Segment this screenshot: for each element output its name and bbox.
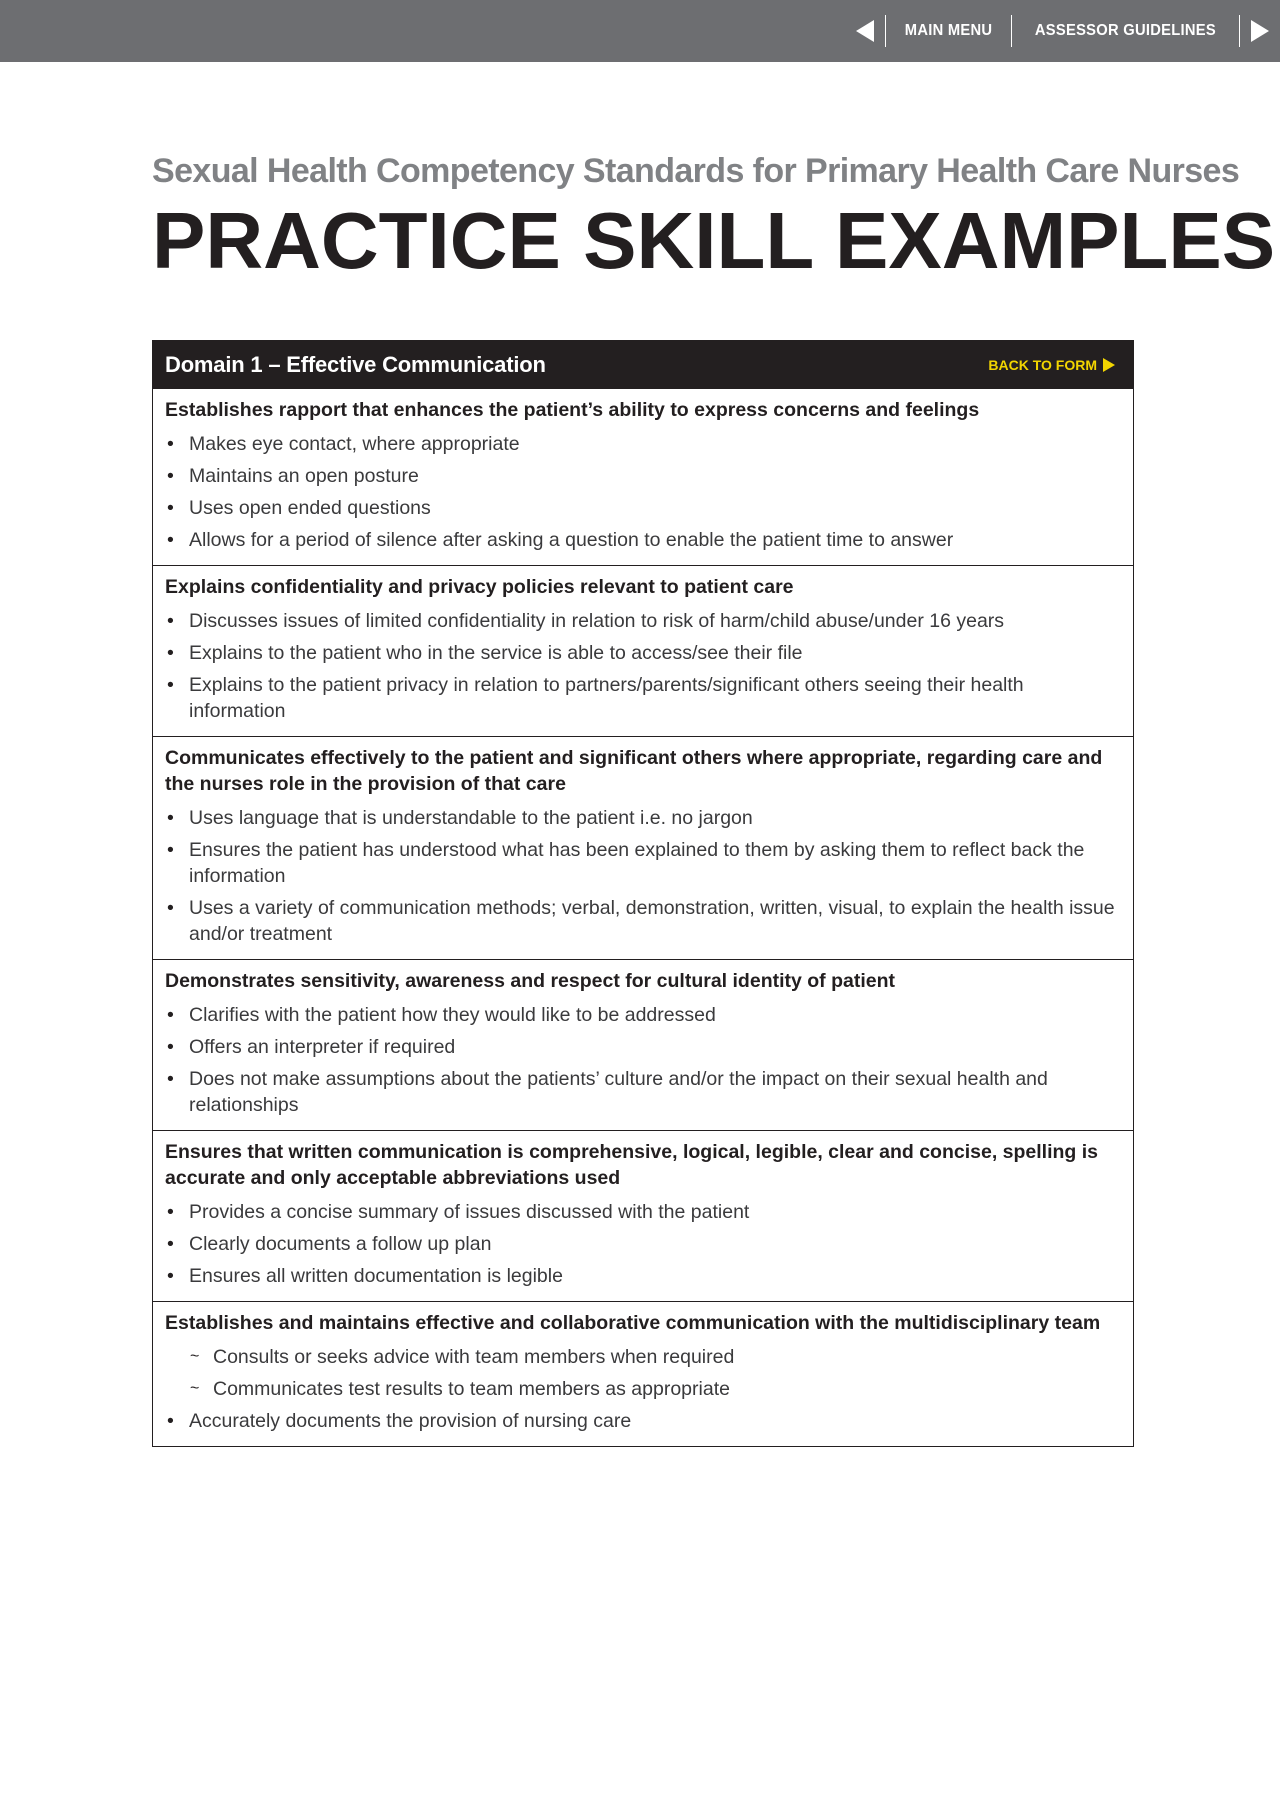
skill-text: Explains to the patient privacy in relation to partners/parents/significant others seeing their health information <box>189 674 1024 722</box>
domain-sections <box>153 389 1133 1446</box>
skill-text: Accurately documents the provision of nursing care <box>189 1410 632 1432</box>
skill-list <box>165 608 1119 724</box>
skill-list-item <box>165 1002 1119 1028</box>
competency-heading: Demonstrates sensitivity, awareness and respect for cultural identity of patient <box>165 970 896 992</box>
page-title: PRACTICE SKILL EXAMPLES <box>152 196 1276 285</box>
bullet-marker: • <box>167 497 174 519</box>
competency-heading: Explains confidentiality and privacy policies relevant to patient care <box>165 576 794 598</box>
skill-list-item <box>165 1066 1119 1118</box>
bullet-marker: • <box>167 529 174 551</box>
bullet-marker: • <box>167 1068 174 1090</box>
bullet-marker: • <box>167 839 174 861</box>
skill-list-item <box>165 1408 1119 1434</box>
bullet-marker: • <box>167 1201 174 1223</box>
bullet-marker: • <box>167 433 174 455</box>
skill-list-item <box>165 431 1119 457</box>
triangle-left-icon <box>856 20 874 42</box>
skill-list-item <box>165 1344 1119 1370</box>
triangle-right-icon <box>1103 358 1115 372</box>
skill-text: Allows for a period of silence after asking a question to enable the patient time to answer <box>189 529 954 551</box>
nav-divider <box>1011 15 1012 47</box>
bullet-marker: • <box>167 1004 174 1026</box>
previous-page-button[interactable] <box>845 0 885 62</box>
bullet-marker: • <box>167 1410 174 1432</box>
bullet-marker: • <box>167 807 174 829</box>
competency-heading: Establishes and maintains effective and collaborative communication with the multidisciplinary team <box>165 1312 1101 1334</box>
competency-section <box>153 389 1133 565</box>
competency-section <box>153 1130 1133 1301</box>
main-menu-link[interactable]: MAIN MENU <box>904 22 993 39</box>
skill-list-item <box>165 495 1119 521</box>
domain-table <box>152 340 1134 1447</box>
top-nav-bar <box>0 0 1280 62</box>
skill-list <box>165 1344 1119 1434</box>
skill-list-item <box>165 1034 1119 1060</box>
skill-text: Ensures the patient has understood what has been explained to them by asking them to reflect back the information <box>189 839 1085 887</box>
skill-text: Explains to the patient who in the service is able to access/see their file <box>189 642 803 664</box>
skill-list <box>165 1199 1119 1289</box>
competency-heading: Ensures that written communication is comprehensive, logical, legible, clear and concise, spelling is accurate and only acceptable abbreviations used <box>165 1141 1099 1189</box>
skill-text: Makes eye contact, where appropriate <box>189 433 520 455</box>
bullet-marker: • <box>167 610 174 632</box>
skill-list-item <box>165 805 1119 831</box>
competency-section <box>153 565 1133 736</box>
bullet-marker: • <box>167 642 174 664</box>
bullet-marker: • <box>167 1233 174 1255</box>
bullet-marker: • <box>167 897 174 919</box>
skill-text: Maintains an open posture <box>189 465 419 487</box>
competency-section <box>153 736 1133 959</box>
skill-list-item <box>165 837 1119 889</box>
skill-list <box>165 805 1119 947</box>
document-subtitle: Sexual Health Competency Standards for Primary Health Care Nurses <box>152 152 1240 190</box>
back-to-form-link[interactable] <box>988 357 1115 373</box>
skill-list <box>165 1002 1119 1118</box>
skill-list-item <box>165 1263 1119 1289</box>
skill-text: Uses open ended questions <box>189 497 431 519</box>
back-to-form-label: BACK TO FORM <box>988 357 1097 373</box>
skill-list-item <box>165 608 1119 634</box>
bullet-marker: • <box>167 465 174 487</box>
competency-heading: Communicates effectively to the patient and significant others where appropriate, regarding care and the nurses role in the provision of that care <box>165 747 1103 795</box>
skill-text: Ensures all written documentation is legible <box>189 1265 563 1287</box>
competency-section <box>153 959 1133 1130</box>
skill-text: Uses a variety of communication methods; verbal, demonstration, written, visual, to explain the health issue and/or treatment <box>189 897 1115 945</box>
skill-list-item <box>165 672 1119 724</box>
domain-title: Domain 1 – Effective Communication <box>165 352 546 377</box>
assessor-guidelines-link[interactable]: ASSESSOR GUIDELINES <box>1035 22 1217 39</box>
tilde-marker: ~ <box>190 1348 200 1365</box>
competency-heading: Establishes rapport that enhances the patient’s ability to express concerns and feelings <box>165 399 980 421</box>
skill-text: Consults or seeks advice with team members when required <box>213 1346 735 1368</box>
skill-list <box>165 431 1119 553</box>
skill-text: Clearly documents a follow up plan <box>189 1233 492 1255</box>
skill-text: Provides a concise summary of issues discussed with the patient <box>189 1201 750 1223</box>
triangle-right-icon <box>1251 20 1269 42</box>
skill-text: Discusses issues of limited confidentiality in relation to risk of harm/child abuse/under 16 years <box>189 610 1005 632</box>
bullet-marker: • <box>167 674 174 696</box>
skill-text: Communicates test results to team members as appropriate <box>213 1378 730 1400</box>
skill-list-item <box>165 1376 1119 1402</box>
skill-list-item <box>165 1231 1119 1257</box>
skill-text: Does not make assumptions about the patients’ culture and/or the impact on their sexual health and relationships <box>189 1068 1048 1116</box>
skill-list-item <box>165 463 1119 489</box>
skill-list-item <box>165 527 1119 553</box>
skill-list-item <box>165 895 1119 947</box>
nav-divider <box>885 15 886 47</box>
skill-text: Uses language that is understandable to the patient i.e. no jargon <box>189 807 753 829</box>
nav-controls <box>845 0 1280 62</box>
skill-list-item <box>165 640 1119 666</box>
tilde-marker: ~ <box>190 1380 200 1397</box>
bullet-marker: • <box>167 1265 174 1287</box>
skill-text: Clarifies with the patient how they would like to be addressed <box>189 1004 716 1026</box>
bullet-marker: • <box>167 1036 174 1058</box>
skill-list-item <box>165 1199 1119 1225</box>
skill-text: Offers an interpreter if required <box>189 1036 456 1058</box>
domain-header <box>153 341 1133 389</box>
next-page-button[interactable] <box>1240 0 1280 62</box>
competency-section <box>153 1301 1133 1446</box>
